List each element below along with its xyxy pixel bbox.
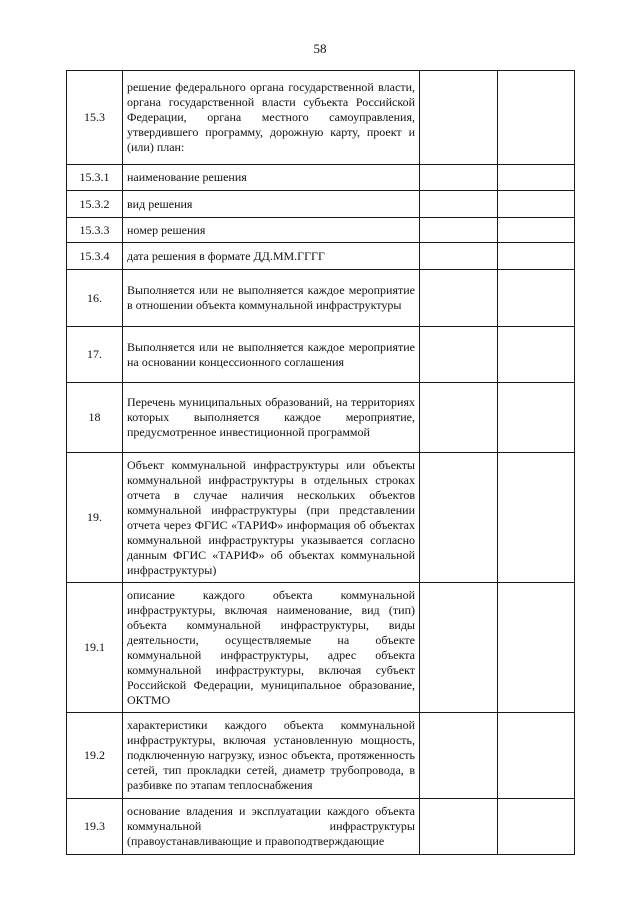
value-cell [420, 270, 498, 327]
table-row [67, 453, 575, 583]
row-description: описание каждого объекта коммунальной инфраструктуры, включая наименование, вид (тип) объекта коммунальной инфраструктуры, виды деятельности, осуществляемые на объекте коммунальной инфраструктуры, адрес объекта коммунальной инфраструктуры, включая субъект Российской Федерации, муниципальное образование, ОКТМО [123, 583, 420, 713]
row-number: 18 [67, 383, 123, 453]
row-description: вид решения [123, 191, 420, 218]
row-number: 15.3 [67, 71, 123, 165]
value-cell [420, 327, 498, 383]
row-number: 19. [67, 453, 123, 583]
row-description: Перечень муниципальных образований, на территориях которых выполняется каждое мероприятие, предусмотренное инвестиционной программой [123, 383, 420, 453]
value-cell [498, 270, 575, 327]
table-row [67, 165, 575, 191]
value-cell [420, 453, 498, 583]
value-cell [498, 583, 575, 713]
value-cell [498, 799, 575, 855]
value-cell [498, 453, 575, 583]
value-cell [498, 191, 575, 218]
table-row [67, 799, 575, 855]
value-cell [498, 713, 575, 799]
row-number: 15.3.1 [67, 165, 123, 191]
value-cell [498, 165, 575, 191]
value-cell [420, 383, 498, 453]
row-number: 15.3.2 [67, 191, 123, 218]
row-number: 19.1 [67, 583, 123, 713]
row-description: характеристики каждого объекта коммунальной инфраструктуры, включая установленную мощность, подключенную нагрузку, износ объекта, протяженность сетей, тип прокладки сетей, диаметр трубопровода, в разбивке по этапам теплоснабжения [123, 713, 420, 799]
value-cell [420, 243, 498, 270]
value-cell [420, 165, 498, 191]
value-cell [420, 799, 498, 855]
table-row [67, 243, 575, 270]
value-cell [420, 713, 498, 799]
value-cell [498, 243, 575, 270]
row-description: наименование решения [123, 165, 420, 191]
row-description: номер решения [123, 218, 420, 243]
row-number: 16. [67, 270, 123, 327]
table-row [67, 218, 575, 243]
row-description: Выполняется или не выполняется каждое мероприятие в отношении объекта коммунальной инфраструктуры [123, 270, 420, 327]
row-number: 15.3.3 [67, 218, 123, 243]
table-row [67, 270, 575, 327]
value-cell [420, 191, 498, 218]
table-row [67, 583, 575, 713]
row-description: основание владения и эксплуатации каждого объекта коммунальной инфраструктуры (правоустанавливающие и правоподтверждающие [123, 799, 420, 855]
value-cell [498, 218, 575, 243]
value-cell [420, 583, 498, 713]
value-cell [498, 71, 575, 165]
row-number: 19.2 [67, 713, 123, 799]
table-row [67, 327, 575, 383]
row-number: 19.3 [67, 799, 123, 855]
value-cell [420, 218, 498, 243]
row-description: Выполняется или не выполняется каждое мероприятие на основании концессионного соглашения [123, 327, 420, 383]
row-description: Объект коммунальной инфраструктуры или объекты коммунальной инфраструктуры в отдельных строках отчета в случае наличия нескольких объектов коммунальной инфраструктуры (при представлении отчета через ФГИС «ТАРИФ» информация об объектах коммунальной инфраструктуры указывается согласно данным ФГИС «ТАРИФ» об объектах коммунальной инфраструктуры) [123, 453, 420, 583]
row-number: 15.3.4 [67, 243, 123, 270]
row-description: решение федерального органа государственной власти, органа государственной власти субъекта Российской Федерации, органа местного самоуправления, утвердившего программу, дорожную карту, проект и (или) план: [123, 71, 420, 165]
table-row [67, 383, 575, 453]
row-description: дата решения в формате ДД.ММ.ГГГГ [123, 243, 420, 270]
table-row [67, 191, 575, 218]
table-row [67, 713, 575, 799]
table-row [67, 71, 575, 165]
report-table [66, 70, 575, 855]
page-number: 58 [313, 41, 327, 56]
row-number: 17. [67, 327, 123, 383]
value-cell [420, 71, 498, 165]
value-cell [498, 327, 575, 383]
value-cell [498, 383, 575, 453]
